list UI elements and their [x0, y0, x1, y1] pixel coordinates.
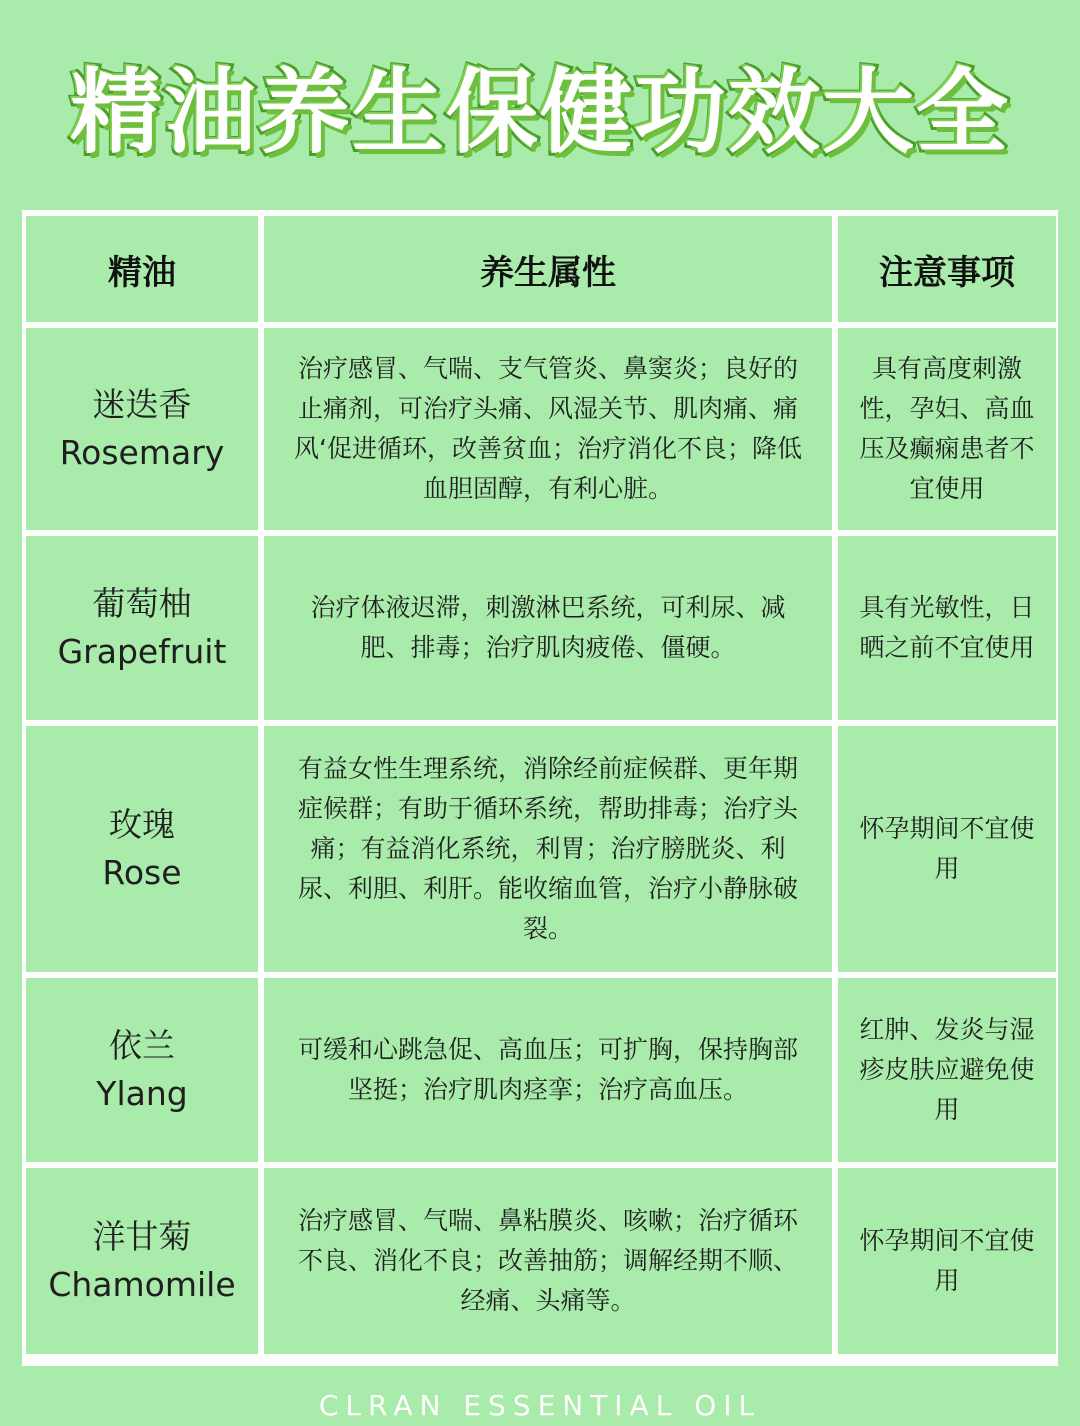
- oil-name-cell: [26, 1168, 258, 1354]
- oil-name-cn: 迷迭香: [92, 385, 192, 424]
- notes-cell: 怀孕期间不宜使用: [838, 1168, 1056, 1354]
- essential-oil-table: [22, 210, 1058, 1366]
- properties-cell: 治疗感冒、气喘、支气管炎、鼻窦炎；良好的止痛剂，可治疗头痛、风湿关节、肌肉痛、痛风‘促进循环，改善贫血；治疗消化不良；降低血胆固醇，有利心脏。: [264, 328, 832, 530]
- oil-name-cn: 玫瑰: [109, 805, 175, 844]
- properties-cell: 可缓和心跳急促、高血压；可扩胸，保持胸部坚挺；治疗肌肉痉挛；治疗高血压。: [264, 978, 832, 1162]
- oil-name-en: Rose: [102, 853, 182, 892]
- notes-cell: 具有光敏性，日晒之前不宜使用: [838, 536, 1056, 720]
- notes-cell: 具有高度刺激性，孕妇、高血压及癫痫患者不宜使用: [838, 328, 1056, 530]
- brand-footer: CLRAN ESSENTIAL OIL: [318, 1389, 762, 1422]
- header-oil: 精油: [26, 216, 258, 322]
- oil-name-en: Ylang: [96, 1074, 188, 1113]
- oil-name-cn: 依兰: [109, 1026, 175, 1065]
- properties-cell: 有益女性生理系统，消除经前症候群、更年期症候群；有助于循环系统，帮助排毒；治疗头痛；有益消化系统，利胃；治疗膀胱炎、利尿、利胆、利肝。能收缩血管，治疗小静脉破裂。: [264, 726, 832, 972]
- header-notes: 注意事项: [838, 216, 1056, 322]
- oil-name-cell: [26, 328, 258, 530]
- oil-name-cn: 葡萄柚: [92, 584, 192, 623]
- header-properties: 养生属性: [264, 216, 832, 322]
- oil-name-cell: [26, 536, 258, 720]
- properties-cell: 治疗体液迟滞，刺激淋巴系统，可利尿、减肥、排毒；治疗肌肉疲倦、僵硬。: [264, 536, 832, 720]
- oil-name-cell: [26, 978, 258, 1162]
- oil-name-en: Rosemary: [59, 433, 225, 472]
- notes-cell: 红肿、发炎与湿疹皮肤应避免使用: [838, 978, 1056, 1162]
- notes-cell: 怀孕期间不宜使用: [838, 726, 1056, 972]
- oil-name-en: Grapefruit: [57, 632, 227, 671]
- page-title: 精油养生保健功效大全: [69, 59, 1010, 166]
- oil-name-cell: [26, 726, 258, 972]
- oil-name-cn: 洋甘菊: [92, 1217, 192, 1256]
- properties-cell: 治疗感冒、气喘、鼻粘膜炎、咳嗽；治疗循环不良、消化不良；改善抽筋；调解经期不顺、经痛、头痛等。: [264, 1168, 832, 1354]
- oil-name-en: Chamomile: [48, 1265, 236, 1304]
